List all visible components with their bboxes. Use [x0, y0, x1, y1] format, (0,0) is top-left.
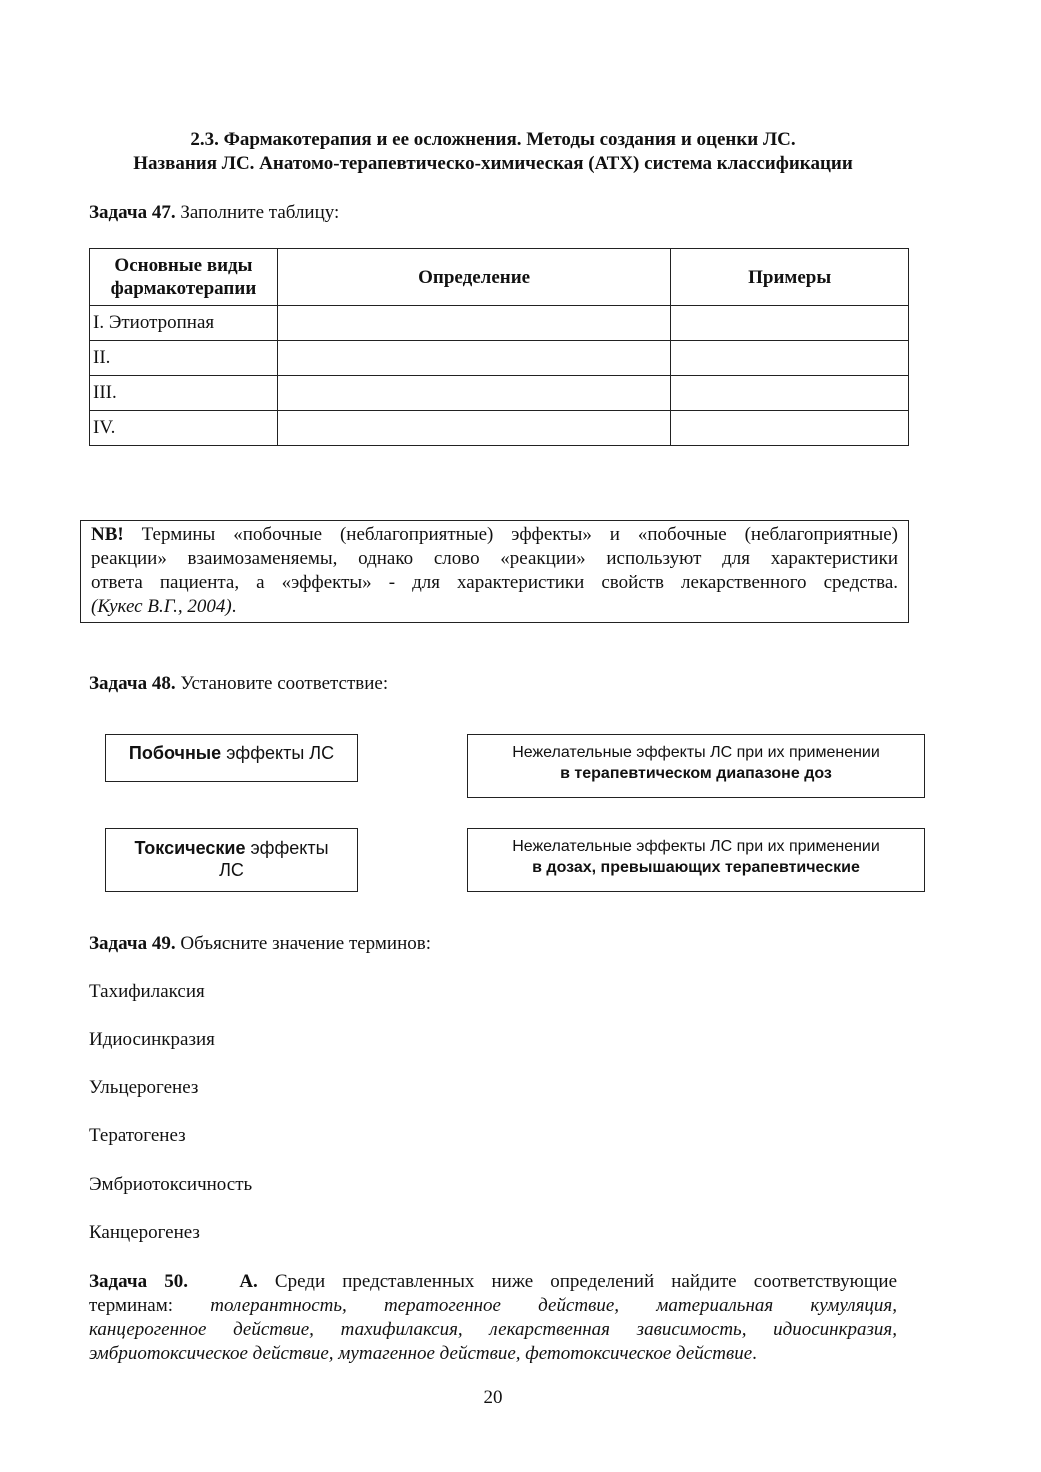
section-heading-line-1: 2.3. Фармакотерапия и ее осложнения. Методы создания и оценки ЛС.: [190, 129, 796, 150]
task-49-label: Задача 49.: [89, 933, 176, 954]
task-47-label: Задача 47.: [89, 202, 176, 223]
task-48-text: Установите соответствие:: [175, 673, 389, 694]
match-box-therapeutic-range[interactable]: [467, 734, 925, 798]
term-item: Канцерогенез: [89, 1222, 200, 1243]
excess-doses-line-1: Нежелательные эффекты ЛС при их применении: [512, 838, 880, 855]
definition-cell[interactable]: [277, 341, 670, 376]
examples-cell[interactable]: [671, 411, 909, 446]
therapy-type-cell: II.: [90, 341, 278, 376]
term-item: Идиосинкразия: [89, 1029, 215, 1050]
task-50-line-4: [89, 1342, 897, 1366]
table-row: [90, 376, 909, 411]
section-heading: [60, 128, 926, 176]
toxic-effects-bold: Токсические: [134, 838, 246, 858]
task-47-text: Заполните таблицу:: [175, 202, 340, 223]
task-50-line-2-terms: толерантность, тератогенное действие, материальная кумуляция,: [210, 1295, 897, 1316]
nb-line-1-text: Термины «побочные (неблагоприятные) эффекты» и «побочные (неблагоприятные): [123, 524, 898, 545]
task-49-text: Объясните значение терминов:: [175, 933, 432, 954]
nb-citation: (Кукес В.Г., 2004): [91, 596, 232, 617]
term-item: Ульцерогенез: [89, 1077, 199, 1098]
task-47-intro: [89, 201, 339, 225]
match-box-excess-doses[interactable]: [467, 828, 925, 892]
toxic-effects-line-2: ЛС: [219, 860, 244, 880]
therapy-type-cell: I. Этиотропная: [90, 306, 278, 341]
task-50-line-2-text: терминам:: [89, 1295, 211, 1316]
nb-line-3: ответа пациента, а «эффекты» - для характеристики свойств лекарственного средства.: [91, 572, 898, 593]
header-therapy-types: [90, 249, 278, 306]
nb-citation-end: .: [231, 596, 237, 617]
task-50-line-3-terms: канцерогенное действие, тахифилаксия, лекарственная зависимость, идиосинкразия,: [89, 1319, 897, 1340]
term-item: Эмбриотоксичность: [89, 1174, 253, 1195]
definition-cell[interactable]: [277, 376, 670, 411]
header-therapy-types-line-1: Основные виды: [114, 255, 253, 276]
definition-cell[interactable]: [277, 306, 670, 341]
table-row: [90, 341, 909, 376]
table-row: [90, 411, 909, 446]
nb-line-2: реакции» взаимозаменяемы, однако слово «реакции» используют для характеристики: [91, 548, 898, 569]
task-48-intro: [89, 672, 388, 696]
section-heading-line-2: Названия ЛС. Анатомо-терапевтическо-химическая (АТХ) система классификации: [133, 153, 853, 174]
nb-label: NB!: [91, 524, 124, 545]
task-48-label: Задача 48.: [89, 673, 176, 694]
therapeutic-range-line-1: Нежелательные эффекты ЛС при их применении: [512, 744, 880, 761]
therapy-type-cell: III.: [90, 376, 278, 411]
excess-doses-line-2: в дозах, превышающих терапевтические: [532, 859, 860, 876]
table-row: [90, 306, 909, 341]
match-box-toxic-effects[interactable]: [105, 828, 358, 892]
task-50-paragraph: [89, 1270, 897, 1366]
task-50-line-3: [89, 1318, 897, 1342]
task-50-line-4-terms: эмбриотоксическое действие, мутагенное действие, фетотоксическое действие: [89, 1343, 753, 1364]
task-50-label: Задача 50.: [89, 1271, 188, 1292]
therapeutic-range-line-2: в терапевтическом диапазоне доз: [560, 765, 832, 782]
page-number: 20: [483, 1387, 503, 1408]
nb-line-1: [91, 523, 898, 547]
nb-note-box: [80, 520, 909, 623]
task-49-intro: [89, 932, 431, 956]
task-50-line-4-end: .: [752, 1343, 757, 1364]
toxic-effects-rest: эффекты: [245, 838, 329, 858]
term-item: Тератогенез: [89, 1125, 186, 1146]
table-header-row: [90, 249, 909, 306]
examples-cell[interactable]: [671, 306, 909, 341]
examples-cell[interactable]: [671, 341, 909, 376]
nb-citation-line: [91, 595, 898, 619]
therapy-type-cell: IV.: [90, 411, 278, 446]
pharmacotherapy-table: [89, 248, 909, 446]
header-examples: Примеры: [671, 249, 909, 306]
examples-cell[interactable]: [671, 376, 909, 411]
task-50-line-1: [89, 1270, 897, 1294]
task-50-sub: А.: [239, 1271, 258, 1292]
side-effects-rest: эффекты ЛС: [221, 743, 335, 763]
header-therapy-types-line-2: фармакотерапии: [110, 278, 257, 299]
header-definition: Определение: [277, 249, 670, 306]
task-50-line-2: [89, 1294, 897, 1318]
side-effects-bold: Побочные: [128, 743, 222, 763]
definition-cell[interactable]: [277, 411, 670, 446]
term-item: Тахифилаксия: [89, 981, 205, 1002]
toxic-effects-line-1: [106, 837, 357, 859]
task-50-line-1-text: Среди представленных ниже определений найдите соответствующие: [257, 1271, 898, 1292]
match-box-side-effects[interactable]: [105, 734, 358, 782]
